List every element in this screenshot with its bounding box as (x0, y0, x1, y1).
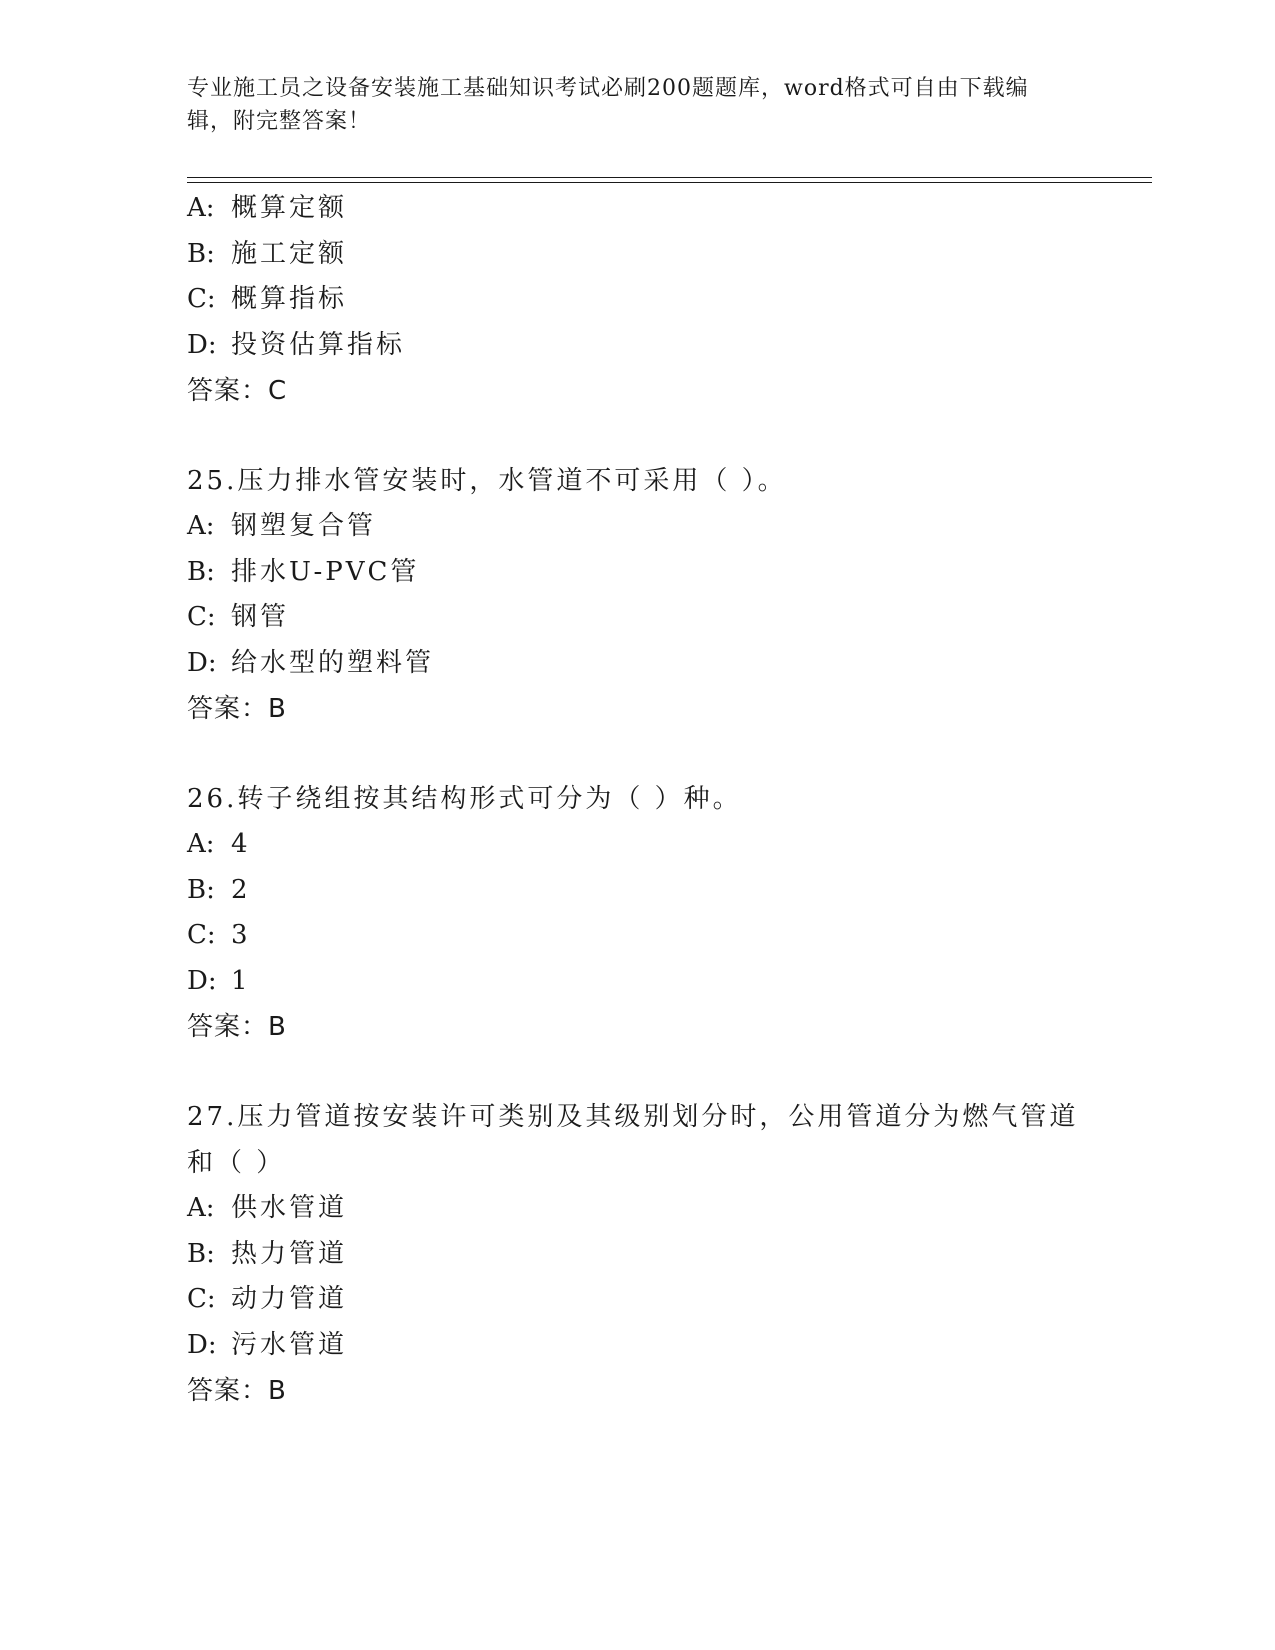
option-a (187, 822, 1107, 868)
question-26 (187, 776, 1107, 1050)
question-list (187, 186, 1107, 1414)
option-text: 供水管道 (231, 1193, 348, 1223)
option-text: 给水型的塑料管 (231, 647, 435, 678)
answer-line: 答案：B (187, 1376, 287, 1406)
option-text: 投资估算指标 (231, 329, 406, 360)
answer-line: 答案：B (187, 694, 287, 724)
option-letter: A: (187, 193, 215, 223)
question-title: 26.转子绕组按其结构形式可分为（ ）种。 (187, 784, 742, 814)
option-d (187, 1323, 1107, 1369)
option-c (187, 595, 1107, 641)
option-a (187, 1186, 1107, 1232)
option-a (187, 186, 1107, 232)
option-text: 钢塑复合管 (231, 511, 377, 541)
option-text: 3 (231, 920, 251, 950)
option-d (187, 959, 1107, 1005)
option-b (187, 232, 1107, 278)
option-letter: A: (187, 511, 215, 541)
option-letter: B: (187, 874, 215, 905)
option-letter: D: (187, 965, 217, 996)
option-c (187, 277, 1107, 323)
option-letter: C: (187, 602, 216, 632)
option-b (187, 868, 1107, 914)
answer-line: 答案：B (187, 1012, 287, 1042)
header-rule-bottom (187, 182, 1152, 183)
option-b (187, 1232, 1107, 1278)
option-letter: A: (187, 829, 215, 859)
option-letter: B: (187, 1238, 215, 1269)
option-text: 污水管道 (231, 1329, 348, 1360)
document-header: 专业施工员之设备安装施工基础知识考试必刷200题题库，word格式可自由下载编辑，附完整答案！ (187, 76, 1029, 134)
option-letter: C: (187, 920, 216, 950)
question-title: 27.压力管道按安装许可类别及其级别划分时，公用管道分为燃气管道和（ ） (187, 1102, 1079, 1178)
option-text: 1 (231, 965, 251, 996)
option-letter: A: (187, 1193, 215, 1223)
option-b (187, 550, 1107, 596)
answer-line: 答案：C (187, 376, 288, 406)
header-rule-top (187, 177, 1152, 178)
option-text: 4 (231, 829, 251, 859)
option-text: 2 (231, 874, 251, 905)
option-text: 概算定额 (231, 193, 348, 223)
option-text: 施工定额 (231, 238, 348, 269)
question-27 (187, 1094, 1107, 1414)
option-letter: C: (187, 1284, 216, 1314)
option-letter: B: (187, 556, 215, 587)
option-c (187, 1277, 1107, 1323)
option-letter: D: (187, 1329, 217, 1360)
option-text: 排水U-PVC管 (231, 556, 420, 587)
option-text: 概算指标 (231, 284, 348, 314)
option-a (187, 504, 1107, 550)
question-24-continued (187, 186, 1107, 414)
option-letter: D: (187, 329, 217, 360)
option-text: 动力管道 (231, 1284, 348, 1314)
option-text: 热力管道 (231, 1238, 348, 1269)
question-25 (187, 458, 1107, 732)
option-d (187, 641, 1107, 687)
option-c (187, 913, 1107, 959)
question-title: 25.压力排水管安装时，水管道不可采用（ ）。 (187, 466, 787, 496)
option-letter: B: (187, 238, 215, 269)
option-text: 钢管 (231, 602, 290, 632)
option-letter: C: (187, 284, 216, 314)
option-letter: D: (187, 647, 217, 678)
option-d (187, 323, 1107, 369)
